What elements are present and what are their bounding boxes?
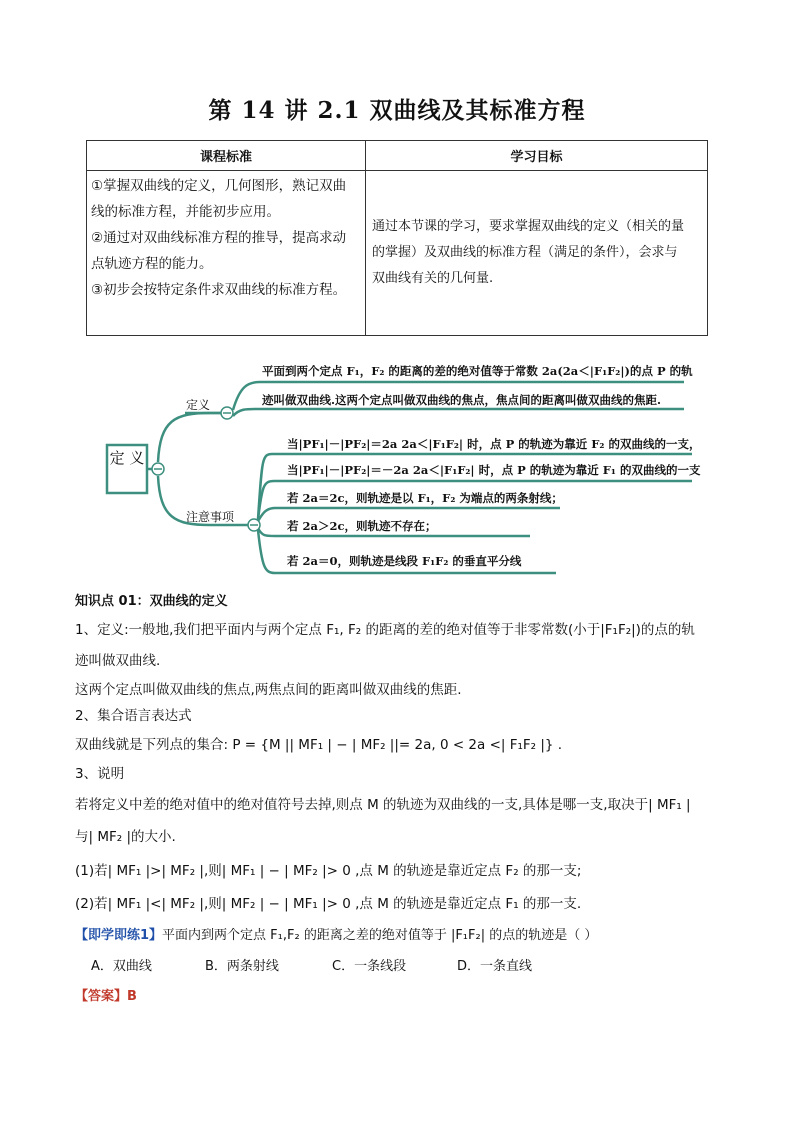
exercise-label: 【即学即练1】 (75, 928, 163, 943)
col1-line: ②通过对双曲线标准方程的推导，提高求动 (91, 230, 347, 246)
exercise-text: 平面内到两个定点 F₁,F₂ 的距离之差的绝对值等于 |F₁F₂| 的点的轨迹是（ ） (162, 928, 598, 943)
page-title: 第 14 讲 2.1 双曲线及其标准方程 (208, 97, 586, 124)
mindmap-note4: 若 2a＞2c，则轨迹不存在； (287, 519, 437, 533)
mindmap-note1: 当|PF₁|－|PF₂|＝2a 2a＜|F₁F₂| 时，点 P 的轨迹为靠近 F₂ 的双曲线的一支， (287, 437, 701, 451)
answer-value: B (127, 989, 137, 1004)
col2-line: 的掌握）及双曲线的标准方程（满足的条件），会求与 (372, 245, 678, 260)
exercise-line (75, 926, 597, 946)
option-c: C．一条线段 (332, 959, 407, 974)
mindmap-note2: 当|PF₁|－|PF₂|＝－2a 2a＜|F₁F₂| 时，点 P 的轨迹为靠近 F₁ 的双曲线的一支 (287, 463, 701, 477)
col1-header: 课程标准 (87, 141, 366, 171)
definition-line1: 1、定义:一般地,我们把平面内与两个定点 F₁, F₂ 的距离的差的绝对值等于非零常数(小于|F₁F₂|)的点的轨 (75, 622, 695, 638)
set-expression: 双曲线就是下列点的集合: P = {M || MF₁ | − | MF₂ ||= 2a, 0 < 2a <| F₁F₂ |} . (75, 737, 563, 753)
col2-header: 学习目标 (366, 141, 708, 171)
option-b: B．两条射线 (205, 959, 279, 974)
answer-label: 【答案】 (75, 989, 128, 1004)
col2-line: 双曲线有关的几何量. (372, 271, 494, 286)
case-1: (1)若| MF₁ |>| MF₂ |,则| MF₁ | − | MF₂ |> 0 ,点 M 的轨迹是靠近定点 F₂ 的那一支; (75, 863, 582, 879)
option-d: D．一条直线 (457, 959, 533, 974)
mindmap-note5: 若 2a＝0，则轨迹是线段 F₁F₂ 的垂直平分线 (287, 554, 522, 568)
col1-line: ①掌握双曲线的定义，几何图形，熟记双曲 (91, 178, 347, 194)
branch1-curve (158, 413, 220, 462)
col1-line: ③初步会按特定条件求双曲线的标准方程。 (91, 282, 347, 298)
explanation-line1: 若将定义中差的绝对值中的绝对值符号去掉,则点 M 的轨迹为双曲线的一支,具体是哪一支,取决于| MF₁ | (75, 797, 691, 813)
definition-line2: 迹叫做双曲线. (75, 653, 161, 669)
set-language-heading: 2、集合语言表达式 (75, 708, 192, 724)
col1-line: 线的标准方程，并能初步应用。 (91, 204, 280, 220)
answer-line (75, 987, 137, 1007)
explanation-heading: 3、说明 (75, 766, 125, 782)
col1-line: 点轨迹方程的能力。 (91, 256, 213, 272)
mindmap-root-label: 定 义 (109, 449, 145, 467)
case-2: (2)若| MF₁ |<| MF₂ |,则| MF₂ | − | MF₁ |> 0 ,点 M 的轨迹是靠近定点 F₁ 的那一支. (75, 896, 582, 912)
explanation-line2: 与| MF₂ |的大小. (75, 829, 176, 845)
col2-line: 通过本节课的学习，要求掌握双曲线的定义（相关的量 (372, 219, 685, 234)
focus-paragraph: 这两个定点叫做双曲线的焦点,两焦点间的距离叫做双曲线的焦距. (75, 682, 462, 698)
mindmap-def-line2: 迹叫做双曲线.这两个定点叫做双曲线的焦点，焦点间的距离叫做双曲线的焦距. (262, 393, 662, 407)
option-a: A．双曲线 (91, 959, 152, 974)
mindmap-def-line1: 平面到两个定点 F₁，F₂ 的距离的差的绝对值等于常数 2a(2a＜|F₁F₂|)的点 P 的轨 (262, 364, 693, 378)
mindmap-branch-definition: 定义 (186, 398, 211, 412)
knowledge-point-title: 知识点 01：双曲线的定义 (75, 594, 228, 609)
mindmap-note3: 若 2a＝2c，则轨迹是以 F₁，F₂ 为端点的两条射线； (287, 491, 563, 505)
mindmap-branch-notes: 注意事项 (186, 510, 235, 524)
